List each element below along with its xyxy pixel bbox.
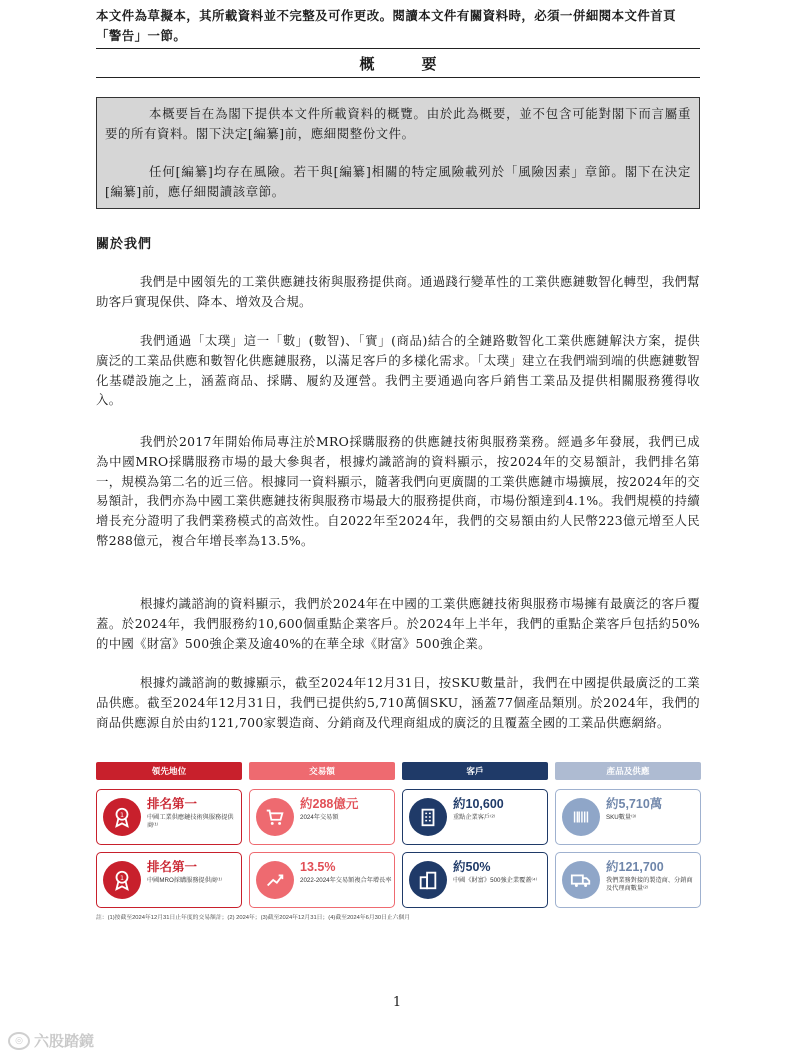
stat-card xyxy=(402,852,548,908)
rule-top xyxy=(96,48,700,49)
stat-caption: 中國工業供應鏈技術與服務提供商⁽¹⁾ xyxy=(147,814,234,829)
cart-icon xyxy=(256,798,294,836)
stat-caption: 2024年交易額 xyxy=(300,814,339,821)
medal-icon xyxy=(103,861,141,899)
svg-text:1: 1 xyxy=(119,874,125,882)
stat-value: 約288億元 xyxy=(300,797,359,811)
column-products xyxy=(555,762,701,892)
column-header: 交易額 xyxy=(249,762,395,780)
building-icon xyxy=(409,798,447,836)
notice-paragraph-1: 本概要旨在為閣下提供本文件所載資料的概覽。由於此為概要，並不包含可能對閣下而言屬重要的所有資料。閣下決定[編纂]前，應細閱整份文件。 xyxy=(105,106,691,141)
infographic-footnote: 註：(1)按截至2024年12月31日止年度的交易額計；(2) 2024年；(3)截至2024年12月31日；(4)截至2024年6月30日止六個月 xyxy=(96,915,411,921)
svg-text:1: 1 xyxy=(119,811,125,819)
column-header: 產品及供應 xyxy=(555,762,701,780)
stat-caption: 中國MRO採購服務提供商⁽¹⁾ xyxy=(147,877,223,884)
notice-box xyxy=(96,97,700,209)
rule-bottom xyxy=(96,77,700,78)
growth-icon xyxy=(256,861,294,899)
paragraph-sku: 根據灼識諮詢的數據顯示，截至2024年12月31日，按SKU數量計，我們在中國提供最廣泛的工業品供應。截至2024年12月31日，我們已提供約5,710萬個SKU，涵蓋77個產品類別。於2024年，我們的商品供應源自於由約121,700家製造商、分銷商及代理商組成的廣泛的且覆蓋全國的工業品供應網絡。 xyxy=(96,675,700,730)
stat-value: 排名第一 xyxy=(147,860,198,874)
stat-value: 約5,710萬 xyxy=(606,797,663,811)
stat-value: 約50% xyxy=(453,860,491,874)
truck-icon xyxy=(562,861,600,899)
stat-caption: 我們業務對接的製造商、分銷商及代理商數量⁽²⁾ xyxy=(606,877,693,892)
stat-value: 約121,700 xyxy=(606,860,664,874)
paragraph-taipu: 我們通過「太璞」這一「數」(數智)、「實」(商品)結合的全鏈路數智化工業供應鏈解決方案，提供廣泛的工業品供應和數智化供應鏈服務，以滿足客戶的多樣化需求。「太璞」建立在我們端到端的供應鏈數智化基礎設施之上，涵蓋商品、採購、履約及運營。我們主要通過向客戶銷售工業品及提供相關服務獲得收入。 xyxy=(96,333,700,408)
column-leadership xyxy=(96,762,242,884)
stat-card xyxy=(96,852,242,908)
watermark-text: 六股踏鏡 xyxy=(34,1032,95,1050)
stat-caption: 中國《財富》500強企業覆蓋⁽⁴⁾ xyxy=(453,877,538,884)
column-header: 領先地位 xyxy=(96,762,242,780)
stat-value: 13.5% xyxy=(300,860,336,874)
column-transaction xyxy=(249,762,395,884)
stat-caption: 重點企業客戶⁽²⁾ xyxy=(453,814,496,821)
notice-paragraph-2: 任何[編纂]均存在風險。若干與[編纂]相關的特定風險載列於「風險因素」章節。閣下在決定[編纂]前，應仔細閱讀該章節。 xyxy=(105,164,691,199)
watermark xyxy=(8,1030,94,1051)
stat-card xyxy=(555,789,701,845)
office-icon xyxy=(409,861,447,899)
page-number: 1 xyxy=(392,995,402,1010)
stat-caption: SKU數量⁽³⁾ xyxy=(606,814,637,821)
column-customers xyxy=(402,762,548,884)
stat-card xyxy=(249,852,395,908)
stat-card xyxy=(402,789,548,845)
about-heading: 關於我們 xyxy=(96,237,153,252)
highlights-infographic xyxy=(96,762,702,922)
stat-value: 約10,600 xyxy=(453,797,504,811)
stat-card xyxy=(96,789,242,845)
column-header: 客戶 xyxy=(402,762,548,780)
paragraph-customers: 根據灼識諮詢的資料顯示，我們於2024年在中國的工業供應鏈技術與服務市場擁有最廣泛的客戶覆蓋。於2024年，我們服務約10,600個重點企業客戶。於2024年上半年，我們的重點企業客戶包括約50%的中國《財富》500強企業及逾40%的在華全球《財富》500強企業。 xyxy=(96,596,700,651)
stat-value: 排名第一 xyxy=(147,797,198,811)
watermark-logo-icon: ◎ xyxy=(8,1032,30,1050)
paragraph-history: 我們於2017年開始佈局專注於MRO採購服務的供應鏈技術與服務業務。經過多年發展，我們已成為中國MRO採購服務市場的最大參與者，根據灼識諮詢的資料顯示，按2024年的交易額計，我們排名第一，規模為第二名的近三倍。根據同一資料顯示，隨著我們向更廣闊的工業供應鏈市場擴展，按2024年的交易額計，我們亦為中國工業供應鏈技術與服務市場最大的服務提供商，市場份額達到4.1%。我們規模的持續增長充分證明了我們業務模式的高效性。自2022年至2024年，我們的交易額由約人民幣223億元增至人民幣288億元，複合年增長率為13.5%。 xyxy=(96,434,700,548)
paragraph-intro: 我們是中國領先的工業供應鏈技術與服務提供商。通過踐行變革性的工業供應鏈數智化轉型，我們幫助客戶實現保供、降本、增效及合規。 xyxy=(96,274,700,309)
medal-icon xyxy=(103,798,141,836)
stat-caption: 2022-2024年交易額複合年增長率 xyxy=(300,877,392,884)
section-title: 概 要 xyxy=(359,55,453,73)
barcode-icon xyxy=(562,798,600,836)
stat-card xyxy=(555,852,701,908)
draft-warning: 本文件為草擬本，其所載資料並不完整及可作更改。閱讀本文件有關資料時，必須一併細閱本文件首頁「警告」一節。 xyxy=(96,8,677,43)
stat-card xyxy=(249,789,395,845)
